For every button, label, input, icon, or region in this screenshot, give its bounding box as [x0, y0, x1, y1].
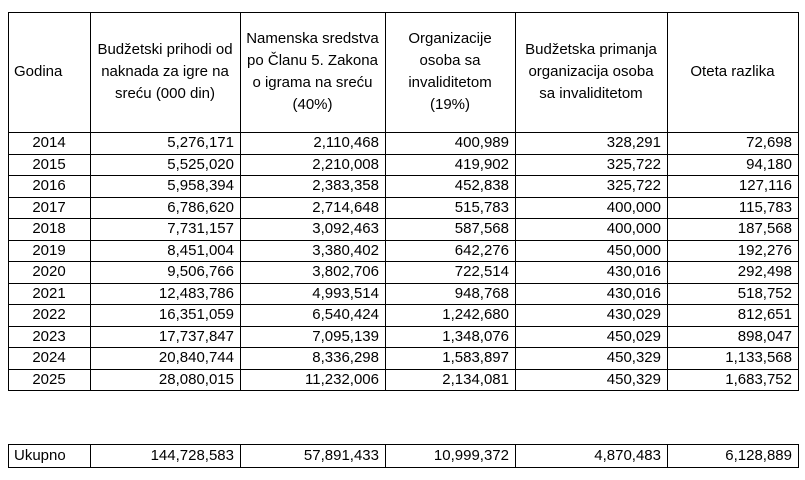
table-cell-budzetski-prihodi[interactable]: 20,840,744	[158, 349, 234, 366]
header-organizacije-osoba[interactable]: Organizacije osoba sa invaliditetom (19%)	[408, 30, 492, 113]
table-cell-year[interactable]: 2014	[32, 134, 66, 151]
table-cell-budzetski-prihodi[interactable]: 5,525,020	[167, 155, 234, 173]
table-cell-organizacije[interactable]: 642,276	[454, 241, 509, 259]
table-cell-budzetska-primanja[interactable]: 430,029	[606, 306, 661, 323]
table-cell-organizacije[interactable]: 515,783	[454, 198, 509, 216]
grid-hline	[8, 154, 799, 155]
table-cell-year[interactable]: 2020	[32, 263, 66, 280]
table-cell-oteta-razlika[interactable]: 898,047	[737, 327, 792, 345]
grid-hline	[8, 197, 799, 198]
table-cell-oteta-razlika[interactable]: 192,276	[737, 241, 792, 259]
total-namenska-sredstva[interactable]: 57,891,433	[303, 447, 379, 464]
table-cell-budzetski-prihodi[interactable]: 9,506,766	[167, 263, 234, 280]
table-cell-budzetska-primanja[interactable]: 430,016	[606, 284, 661, 302]
table-cell-year[interactable]: 2018	[32, 220, 66, 237]
table-cell-year[interactable]: 2023	[32, 327, 66, 345]
total-organizacije[interactable]: 10,999,372	[433, 447, 509, 464]
total-oteta-razlika[interactable]: 6,128,889	[725, 447, 792, 464]
table-cell-organizacije[interactable]: 722,514	[454, 263, 509, 280]
table-cell-budzetski-prihodi[interactable]: 16,351,059	[158, 306, 234, 323]
grid-vline	[90, 12, 91, 390]
table-cell-budzetski-prihodi[interactable]: 28,080,015	[158, 370, 234, 388]
table-cell-oteta-razlika[interactable]: 1,133,568	[725, 349, 792, 366]
table-cell-year[interactable]: 2016	[32, 177, 66, 194]
table-cell-budzetski-prihodi[interactable]: 12,483,786	[158, 284, 234, 302]
table-cell-namenska-sredstva[interactable]: 2,383,358	[312, 177, 379, 194]
table-cell-oteta-razlika[interactable]: 292,498	[737, 263, 792, 280]
grid-hline	[8, 304, 799, 305]
grid-hline	[8, 12, 799, 13]
total-budzetski-prihodi[interactable]: 144,728,583	[150, 447, 234, 464]
header-namenska-sredstva[interactable]: Namenska sredstva po Članu 5. Zakona o igrama na sreću (40%)	[246, 30, 379, 113]
table-cell-budzetski-prihodi[interactable]: 17,737,847	[158, 327, 234, 345]
table-cell-namenska-sredstva[interactable]: 6,540,424	[312, 306, 379, 323]
table-cell-oteta-razlika[interactable]: 127,116	[738, 177, 792, 194]
grid-vline	[8, 444, 9, 467]
table-cell-budzetska-primanja[interactable]: 450,329	[606, 349, 661, 366]
grid-vline	[798, 444, 799, 467]
table-cell-namenska-sredstva[interactable]: 3,380,402	[312, 241, 379, 259]
header-budzetski-prihodi[interactable]: Budžetski prihodi od naknada za igre na sreću (000 din)	[97, 41, 233, 102]
table-cell-oteta-razlika[interactable]: 518,752	[737, 284, 792, 302]
grid-hline	[8, 261, 799, 262]
table-cell-organizacije[interactable]: 400,989	[454, 134, 509, 151]
table-cell-organizacije[interactable]: 948,768	[454, 284, 509, 302]
table-cell-budzetska-primanja[interactable]: 450,000	[606, 241, 661, 259]
grid-vline	[667, 444, 668, 467]
table-cell-budzetski-prihodi[interactable]: 7,731,157	[167, 220, 234, 237]
table-cell-budzetski-prihodi[interactable]: 5,276,171	[167, 134, 234, 151]
total-budzetska-primanja[interactable]: 4,870,483	[594, 447, 661, 464]
table-cell-oteta-razlika[interactable]: 187,568	[737, 220, 792, 237]
table-cell-year[interactable]: 2024	[32, 349, 66, 366]
total-label[interactable]: Ukupno	[14, 447, 66, 464]
table-cell-budzetska-primanja[interactable]: 430,016	[606, 263, 661, 280]
table-cell-budzetska-primanja[interactable]: 325,722	[606, 177, 661, 194]
grid-hline	[8, 444, 799, 445]
table-cell-organizacije[interactable]: 1,242,680	[442, 306, 509, 323]
table-cell-budzetski-prihodi[interactable]: 5,958,394	[167, 177, 234, 194]
grid-vline	[515, 12, 516, 390]
table-cell-year[interactable]: 2025	[32, 370, 66, 388]
table-cell-budzetska-primanja[interactable]: 328,291	[606, 134, 661, 151]
grid-vline	[385, 12, 386, 390]
grid-hline	[8, 175, 799, 176]
table-cell-organizacije[interactable]: 2,134,081	[442, 370, 509, 388]
table-cell-oteta-razlika[interactable]: 812,651	[737, 306, 792, 323]
grid-hline	[8, 369, 799, 370]
table-cell-namenska-sredstva[interactable]: 2,110,468	[313, 134, 379, 151]
table-cell-oteta-razlika[interactable]: 1,683,752	[725, 370, 792, 388]
table-cell-oteta-razlika[interactable]: 115,783	[738, 198, 792, 216]
table-cell-organizacije[interactable]: 452,838	[454, 177, 509, 194]
grid-hline	[8, 132, 799, 133]
grid-hline	[8, 283, 799, 284]
table-cell-budzetska-primanja[interactable]: 400,000	[606, 220, 661, 237]
grid-vline	[240, 444, 241, 467]
table-cell-oteta-razlika[interactable]: 72,698	[746, 134, 792, 151]
grid-hline	[8, 467, 799, 468]
table-cell-budzetska-primanja[interactable]: 450,329	[606, 370, 661, 388]
grid-vline	[798, 12, 799, 390]
header-budzetska-primanja[interactable]: Budžetska primanja organizacija osoba sa invaliditetom	[525, 41, 657, 102]
grid-vline	[385, 444, 386, 467]
table-cell-year[interactable]: 2019	[32, 241, 66, 259]
grid-vline	[90, 444, 91, 467]
table-cell-namenska-sredstva[interactable]: 3,802,706	[312, 263, 379, 280]
table-cell-organizacije[interactable]: 419,902	[454, 155, 509, 173]
table-cell-year[interactable]: 2017	[32, 198, 66, 216]
table-cell-budzetska-primanja[interactable]: 450,029	[606, 327, 661, 345]
table-cell-namenska-sredstva[interactable]: 3,092,463	[312, 220, 379, 237]
table-cell-budzetska-primanja[interactable]: 400,000	[606, 198, 661, 216]
table-cell-organizacije[interactable]: 1,348,076	[442, 327, 509, 345]
grid-vline	[667, 12, 668, 390]
grid-hline	[8, 390, 799, 391]
table-cell-organizacije[interactable]: 1,583,897	[442, 349, 509, 366]
table-cell-oteta-razlika[interactable]: 94,180	[746, 155, 792, 173]
header-godina[interactable]: Godina	[14, 63, 63, 80]
grid-vline	[515, 444, 516, 467]
table-cell-namenska-sredstva[interactable]: 2,714,648	[312, 198, 379, 216]
table-cell-namenska-sredstva[interactable]: 4,993,514	[312, 284, 379, 302]
table-cell-budzetski-prihodi[interactable]: 6,786,620	[167, 198, 234, 216]
grid-hline	[8, 326, 799, 327]
table-cell-namenska-sredstva[interactable]: 8,336,298	[312, 349, 379, 366]
grid-hline	[8, 218, 799, 219]
table-cell-year[interactable]: 2022	[32, 306, 66, 323]
table-cell-year[interactable]: 2021	[32, 284, 66, 302]
table-cell-namenska-sredstva[interactable]: 2,210,008	[312, 155, 379, 173]
table-cell-budzetski-prihodi[interactable]: 8,451,004	[167, 241, 234, 259]
grid-vline	[8, 12, 9, 390]
table-cell-namenska-sredstva[interactable]: 11,232,006	[305, 370, 379, 388]
table-cell-budzetska-primanja[interactable]: 325,722	[606, 155, 661, 173]
header-oteta-razlika[interactable]: Oteta razlika	[690, 63, 775, 80]
grid-hline	[8, 347, 799, 348]
table-cell-namenska-sredstva[interactable]: 7,095,139	[312, 327, 379, 345]
table-cell-year[interactable]: 2015	[32, 155, 66, 173]
grid-hline	[8, 240, 799, 241]
table-cell-organizacije[interactable]: 587,568	[454, 220, 509, 237]
grid-vline	[240, 12, 241, 390]
